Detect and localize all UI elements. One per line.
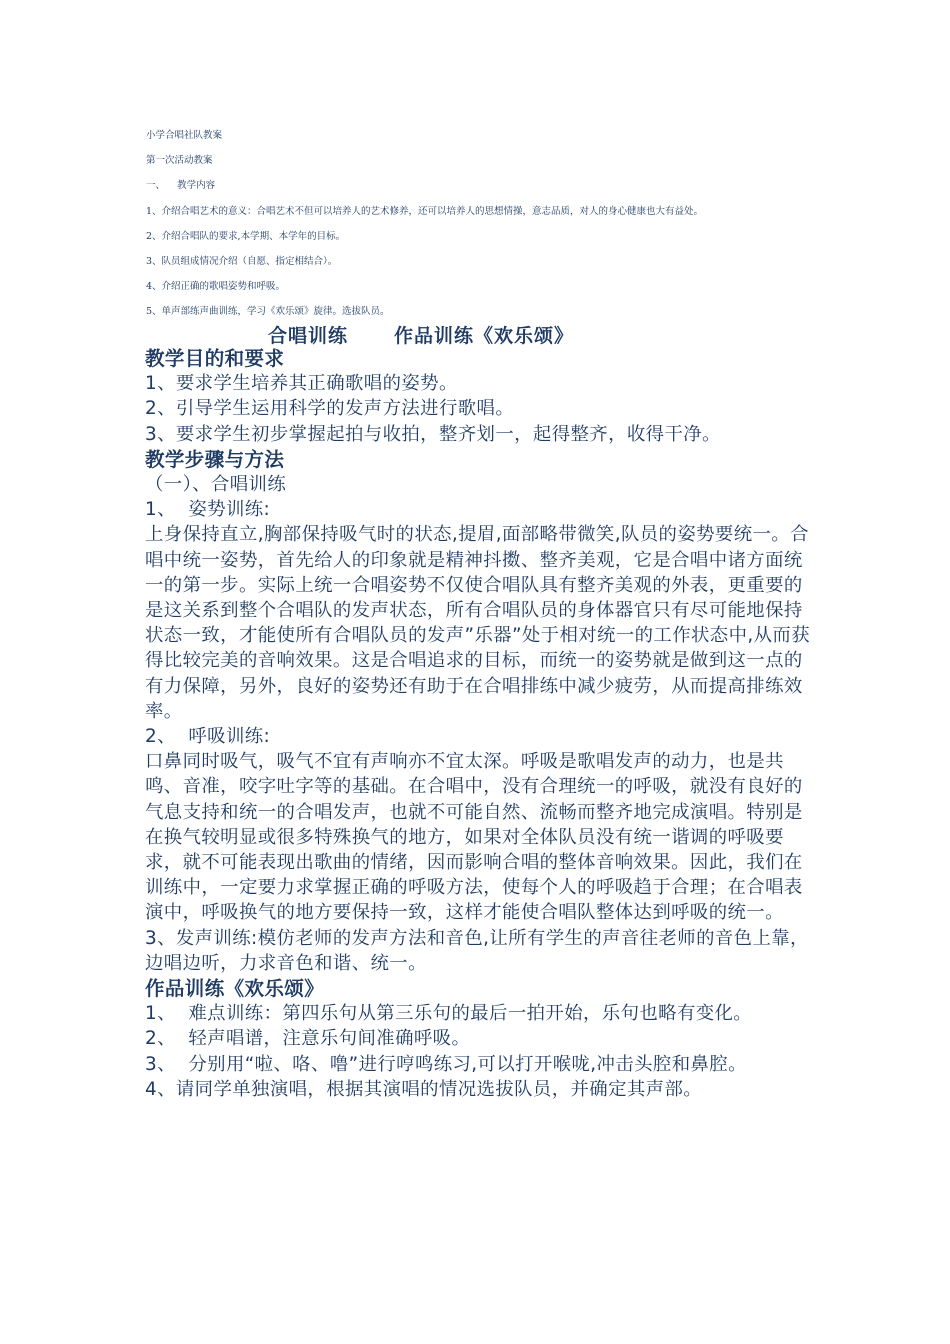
works-item-2: 2、 轻声唱谱，注意乐句间准确呼吸。 bbox=[145, 1028, 471, 1050]
goal-item-2: 2、引导学生运用科学的发声方法进行歌唱。 bbox=[145, 398, 515, 420]
content-item-3: 3、队员组成情况介绍（自愿、指定相结合）。 bbox=[146, 256, 338, 267]
section-one-heading: 一、 教学内容 bbox=[146, 180, 216, 191]
doc-title: 小学合唱社队教案 bbox=[146, 130, 223, 141]
lesson-body bbox=[145, 346, 817, 1102]
voice-paragraph: 3、发声训练:模仿老师的发声方法和音色,让所有学生的声音往老师的音色上靠，边唱边听，力求音色和谐、统一。 bbox=[145, 927, 809, 974]
content-item-5: 5、单声部练声曲训练，学习《欢乐颂》旋律。选拔队员。 bbox=[146, 306, 390, 317]
works-item-4: 4、请同学单独演唱，根据其演唱的情况选拔队员，并确定其声部。 bbox=[145, 1078, 703, 1100]
posture-paragraph: 上身保持直立,胸部保持吸气时的状态,提眉,面部略带微笑,队员的姿势要统一。合唱中统一姿势，首先给人的印象就是精神抖擞、整齐美观，它是合唱中诸方面统一的第一步。实际上统一合唱姿势不仅使合唱队具有整齐美观的外表，更重要的是这关系到整个合唱队的发声状态，所有合唱队员的身体器官只有尽可能地保持状态一致，才能使所有合唱队员的发声”乐器”处于相对统一的工作状态中,从而获得比较完美的音响效果。这是合唱追求的目标，而统一的姿势就是做到这一点的有力保障，另外，良好的姿势还有助于在合唱排练中减少疲劳，从而提高排练效率。 bbox=[145, 524, 810, 722]
works-item-1: 1、 难点训练：第四乐句从第三乐句的最后一拍开始，乐句也略有变化。 bbox=[145, 1003, 753, 1025]
steps-heading: 教学步骤与方法 bbox=[145, 447, 285, 471]
subtitle-chorus: 合唱训练 bbox=[268, 325, 349, 347]
content-item-4: 4、介绍正确的歌唱姿势和呼吸。 bbox=[146, 281, 286, 292]
goal-item-1: 1、要求学生培养其正确歌唱的姿势。 bbox=[145, 373, 458, 395]
subtitle-works: 作品训练《欢乐颂》 bbox=[394, 325, 575, 347]
activity-title: 第一次活动教案 bbox=[146, 155, 213, 166]
part-one-heading: （一）、合唱训练 bbox=[145, 474, 287, 496]
content-item-2: 2、介绍合唱队的要求,本学期、本学年的目标。 bbox=[146, 231, 346, 242]
works-heading: 作品训练《欢乐颂》 bbox=[145, 977, 325, 1001]
breath-heading: 2、 呼吸训练: bbox=[145, 726, 271, 748]
goals-heading: 教学目的和要求 bbox=[145, 347, 285, 370]
goal-item-3: 3、要求学生初步掌握起拍与收拍，整齐划一，起得整齐，收得干净。 bbox=[145, 423, 721, 445]
breath-paragraph: 口鼻同时吸气，吸气不宜有声响亦不宜太深。呼吸是歌唱发声的动力，也是共鸣、音准，咬字吐字等的基础。在合唱中，没有合理统一的呼吸，就没有良好的气息支持和统一的合唱发声，也就不可能自然、流畅而整齐地完成演唱。特别是在换气较明显或很多特殊换气的地方，如果对全体队员没有统一谐调的呼吸要求，就不可能表现出歌曲的情绪，因而影响合唱的整体音响效果。因此，我们在训练中，一定要力求掌握正确的呼吸方法，使每个人的呼吸趋于合理；在合唱表演中，呼吸换气的地方要保持一致，这样才能使合唱队整体达到呼吸的统一。 bbox=[145, 751, 803, 924]
works-item-3: 3、 分别用“啦、咯、噜”进行哼鸣练习,可以打开喉咙,冲击头腔和鼻腔。 bbox=[145, 1053, 747, 1075]
content-item-1: 1、介绍合唱艺术的意义：合唱艺术不但可以培养人的艺术修养，还可以培养人的思想情操，意志品质，对人的身心健康也大有益处。 bbox=[146, 206, 704, 217]
posture-heading: 1、 姿势训练: bbox=[145, 499, 271, 521]
